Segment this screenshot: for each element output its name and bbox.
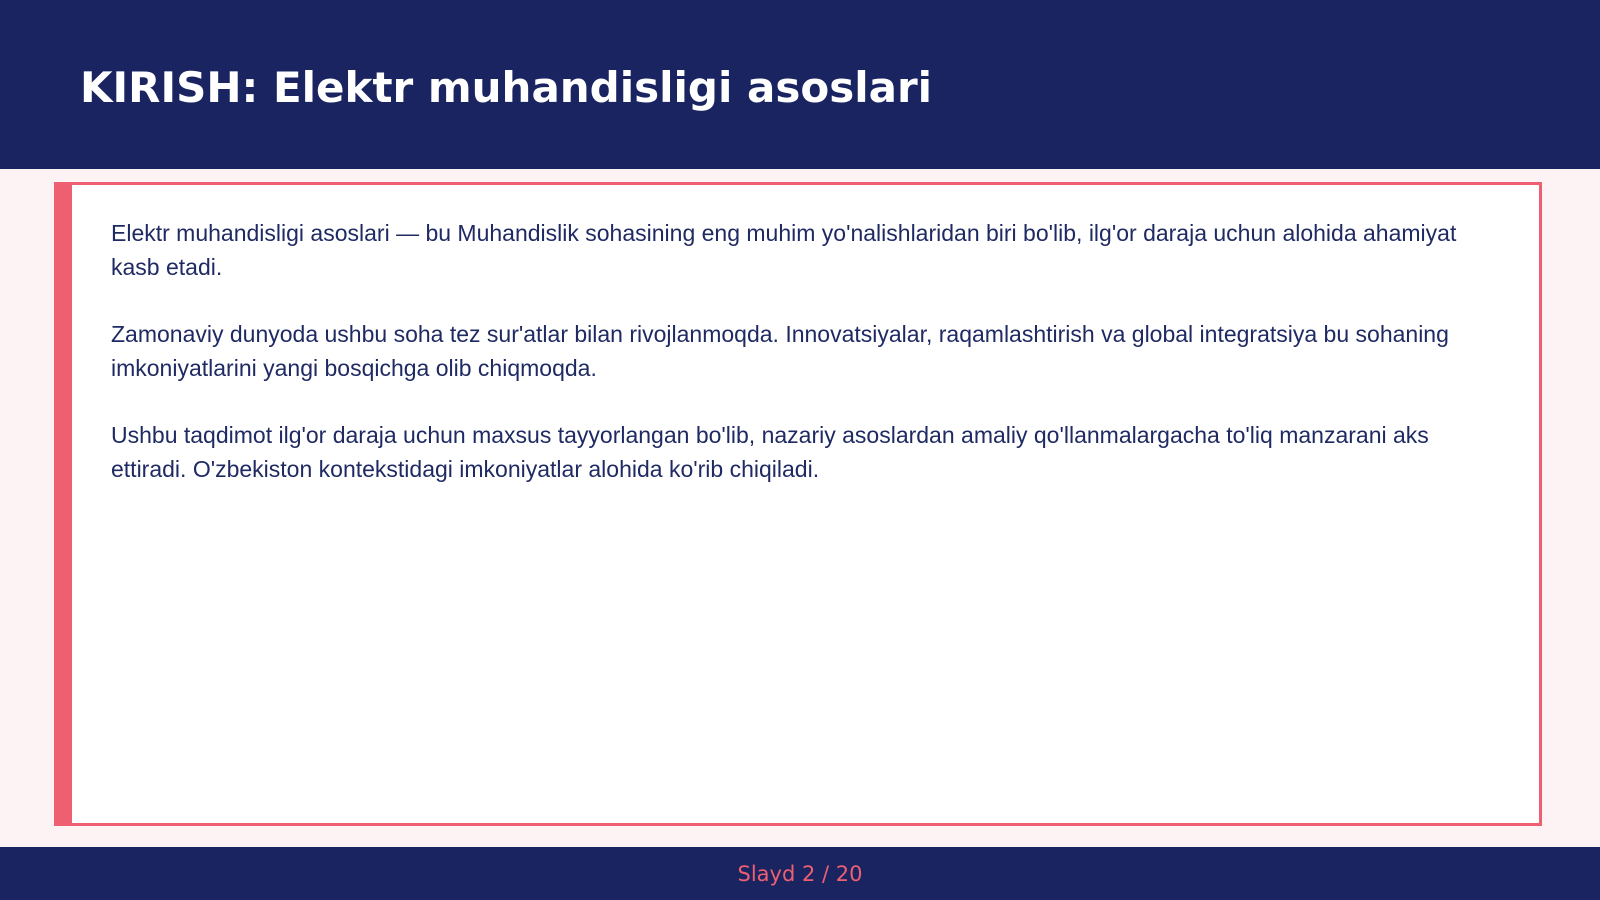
intro-paragraph: Elektr muhandisligi asoslari — bu Muhandislik sohasining eng muhim yo'nalishlaridan biri bo'lib, ilg'or daraja uchun alohida ahamiyat kasb etadi.: [111, 220, 1457, 280]
modern-world-paragraph: Zamonaviy dunyoda ushbu soha tez sur'atlar bilan rivojlanmoqda. Innovatsiyalar, raqamlashtirish va global integratsiya bu sohaning imkoniyatlarini yangi bosqichga olib chiqmoqda.: [111, 321, 1449, 381]
content-card: [54, 182, 1542, 826]
slide-title: KIRISH: Elektr muhandisligi asoslari: [80, 63, 933, 112]
presentation-purpose-paragraph: Ushbu taqdimot ilg'or daraja uchun maxsus tayyorlangan bo'lib, nazariy asoslardan amaliy qo'llanmalargacha to'liq manzarani aks ettiradi. O'zbekiston kontekstidagi imkoniyatlar alohida ko'rib chiqiladi.: [111, 422, 1429, 482]
content-text: [111, 216, 1501, 519]
slide-footer: [0, 847, 1600, 900]
slide-header: [0, 0, 1600, 169]
slide-counter: Slayd 2 / 20: [737, 862, 863, 886]
